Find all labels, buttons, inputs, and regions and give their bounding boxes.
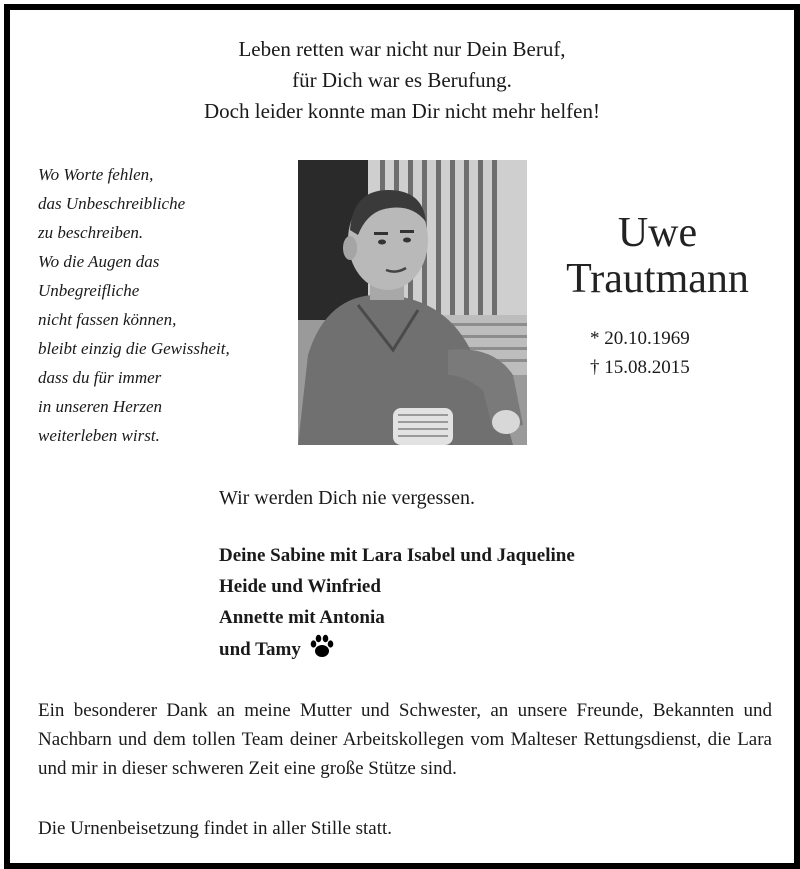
portrait-photo bbox=[298, 160, 527, 445]
family-line-last bbox=[219, 633, 575, 669]
poem-line: dass du für immer bbox=[38, 368, 162, 387]
family-signatures bbox=[219, 540, 575, 669]
family-line: Heide und Winfried bbox=[219, 576, 381, 597]
family-line: Deine Sabine mit Lara Isabel und Jaqueline bbox=[219, 545, 575, 566]
obituary-frame bbox=[4, 4, 800, 869]
poem-line: zu beschreiben. bbox=[38, 223, 144, 242]
family-line: und Tamy bbox=[219, 639, 301, 660]
death-date: † 15.08.2015 bbox=[590, 357, 690, 378]
deceased-name bbox=[540, 210, 775, 302]
poem-line: Wo Worte fehlen, bbox=[38, 165, 154, 184]
last-name: Trautmann bbox=[566, 256, 749, 302]
poem bbox=[38, 160, 298, 450]
poem-line: bleibt einzig die Gewissheit, bbox=[38, 339, 230, 358]
poem-line: in unseren Herzen bbox=[38, 397, 163, 416]
family-line: Annette mit Antonia bbox=[219, 607, 385, 628]
poem-line: Unbegreifliche bbox=[38, 281, 140, 300]
poem-line: weiterleben wirst. bbox=[38, 426, 160, 445]
paw-print-icon bbox=[309, 633, 335, 669]
first-name: Uwe bbox=[617, 210, 698, 256]
poem-line: das Unbeschreibliche bbox=[38, 194, 186, 213]
intro-verse bbox=[10, 34, 794, 127]
birth-date: * 20.10.1969 bbox=[590, 328, 690, 349]
life-dates bbox=[590, 324, 690, 382]
portrait-illustration bbox=[298, 160, 527, 445]
burial-note: Die Urnenbeisetzung findet in aller Stille statt. bbox=[38, 818, 393, 839]
thanks-paragraph: Ein besonderer Dank an meine Mutter und Schwester, an unsere Freunde, Bekannten und Nachbarn und dem tollen Team deiner Arbeitskollegen vom Malteser Rettungsdienst, die Lara und mir in dieser schweren Zeit eine große Stütze sind. bbox=[38, 700, 772, 779]
intro-line: Leben retten war nicht nur Dein Beruf, bbox=[238, 37, 566, 61]
intro-line: für Dich war es Berufung. bbox=[292, 68, 512, 92]
poem-line: nicht fassen können, bbox=[38, 310, 177, 329]
poem-line: Wo die Augen das bbox=[38, 252, 160, 271]
intro-line: Doch leider konnte man Dir nicht mehr helfen! bbox=[204, 99, 600, 123]
never-forget-line: Wir werden Dich nie vergessen. bbox=[219, 487, 475, 509]
